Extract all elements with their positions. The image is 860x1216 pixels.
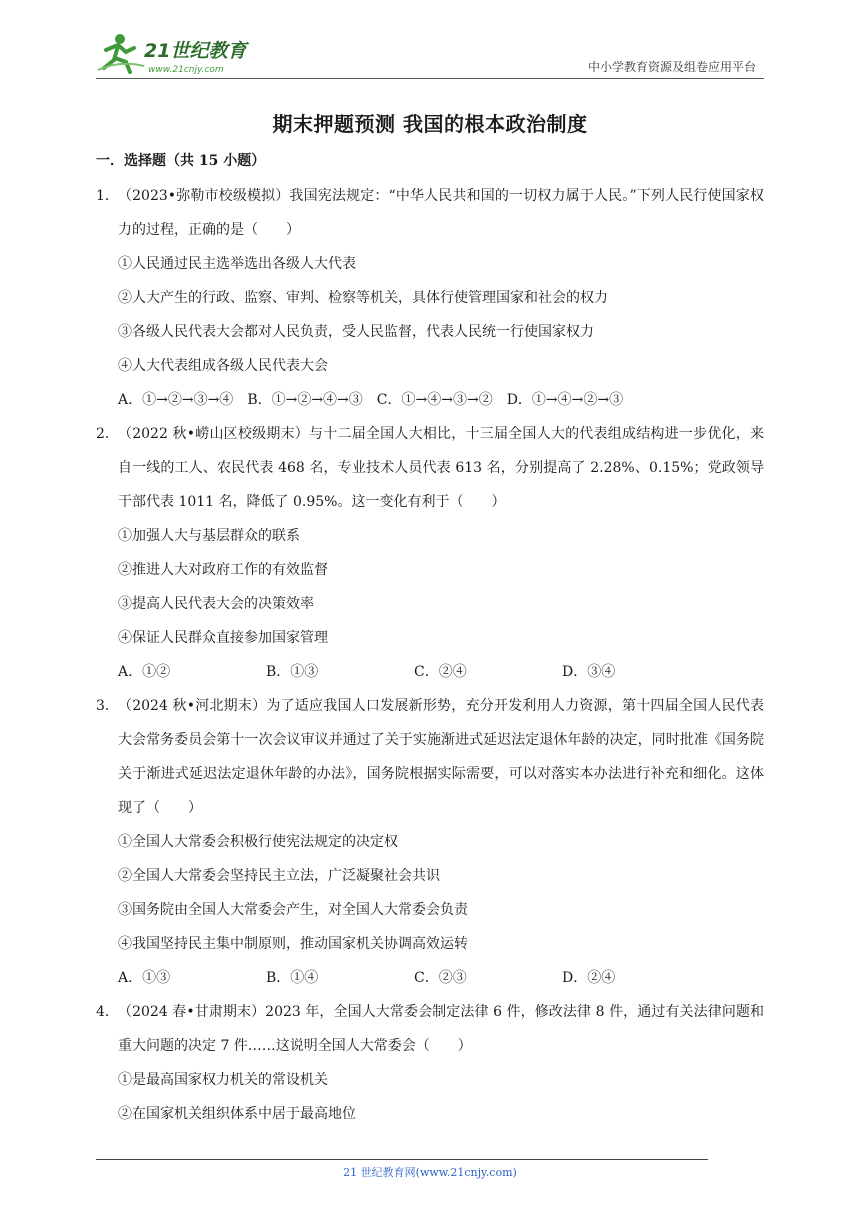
statement-option: ②全国人大常委会坚持民主立法，广泛凝聚社会共识 — [118, 868, 440, 884]
question-number: 2． — [96, 426, 119, 442]
question-1 — [96, 179, 764, 417]
choice-d: D．①→④→②→③ — [506, 392, 624, 408]
question-stem: （2024 春•甘肃期末）2023 年，全国人大常委会制定法律 6 件，修改法律 8 件，通过有关法律问题和重大问题的决定 7 件……这说明全国人大常委会（ ） — [118, 1004, 764, 1054]
choice-c: C．①→④→③→② — [376, 392, 493, 408]
footer-source: 21 世纪教育网(www.21cnjy.com) — [343, 1166, 517, 1179]
choice-a: A．①→②→③→④ — [118, 392, 234, 408]
answer-choices — [96, 655, 764, 689]
statement-option: ④保证人民群众直接参加国家管理 — [118, 630, 328, 646]
choice-c: C．②④ — [414, 664, 467, 680]
question-stem: （2022 秋•崂山区校级期末）与十二届全国人大相比，十三届全国人大的代表组成结构进一步优化，来自一线的工人、农民代表 468 名，专业技术人员代表 613 名，分别提高了 2.28%、0.15%；党政领导干部代表 1011 名，降低了 0.95%。这一变化有利于（ ） — [118, 426, 764, 510]
question-stem: （2023•弥勒市校级模拟）我国宪法规定：“中华人民共和国的一切权力属于人民。”下列人民行使国家权力的过程，正确的是（ ） — [118, 188, 764, 238]
question-number: 3． — [96, 698, 119, 714]
statement-option: ①人民通过民主选举选出各级人大代表 — [118, 256, 356, 272]
choice-b: B．①→②→④→③ — [247, 392, 363, 408]
choice-d: D．②④ — [562, 970, 616, 986]
question-number: 1． — [96, 188, 119, 204]
choice-b: B．①③ — [266, 664, 319, 680]
question-3 — [96, 689, 764, 995]
statement-option: ①全国人大常委会积极行使宪法规定的决定权 — [118, 834, 398, 850]
statement-option: ②人大产生的行政、监察、审判、检察等机关，具体行使管理国家和社会的权力 — [118, 290, 608, 306]
statement-option: ④人大代表组成各级人民代表大会 — [118, 358, 328, 374]
statement-option: ③提高人民代表大会的决策效率 — [118, 596, 314, 612]
choice-d: D．③④ — [562, 664, 616, 680]
page-header — [96, 30, 764, 80]
question-4 — [96, 995, 764, 1131]
choice-b: B．①④ — [266, 970, 319, 986]
question-2 — [96, 417, 764, 689]
statement-option: ③国务院由全国人大常委会产生，对全国人大常委会负责 — [118, 902, 468, 918]
platform-name: 中小学教育资源及组卷应用平台 — [587, 60, 756, 74]
question-number: 4． — [96, 1004, 119, 1020]
statement-option: ③各级人民代表大会都对人民负责，受人民监督，代表人民统一行使国家权力 — [118, 324, 594, 340]
statement-option: ④我国坚持民主集中制原则，推动国家机关协调高效运转 — [118, 936, 468, 952]
answer-choices — [96, 383, 764, 417]
header-divider — [96, 78, 764, 79]
question-stem: （2024 秋•河北期末）为了适应我国人口发展新形势，充分开发利用人力资源，第十四届全国人民代表大会常务委员会第十一次会议审议并通过了关于实施渐进式延迟法定退休年龄的决定，同时批准《国务院关于渐进式延迟法定退休年龄的办法》，国务院根据实际需要，可以对落实本办法进行补充和细化。这体现了（ ） — [118, 698, 764, 816]
statement-option: ②在国家机关组织体系中居于最高地位 — [118, 1106, 356, 1122]
answer-choices — [96, 961, 764, 995]
statement-option: ①加强人大与基层群众的联系 — [118, 528, 300, 544]
logo-text: 21世纪教育 — [144, 40, 247, 62]
statement-option: ①是最高国家权力机关的常设机关 — [118, 1072, 328, 1088]
question-list — [96, 179, 764, 1131]
choice-c: C．②③ — [414, 970, 467, 986]
choice-a: A．①② — [118, 664, 171, 680]
choice-a: A．①③ — [118, 970, 171, 986]
section-heading: 一．选择题（共 15 小题） — [96, 153, 266, 169]
footer-divider — [96, 1159, 708, 1160]
running-figure-icon — [98, 34, 144, 72]
logo-url: www.21cnjy.com — [148, 65, 224, 75]
page-title: 期末押题预测 我国的根本政治制度 — [272, 112, 588, 136]
logo — [96, 30, 256, 76]
statement-option: ②推进人大对政府工作的有效监督 — [118, 562, 328, 578]
